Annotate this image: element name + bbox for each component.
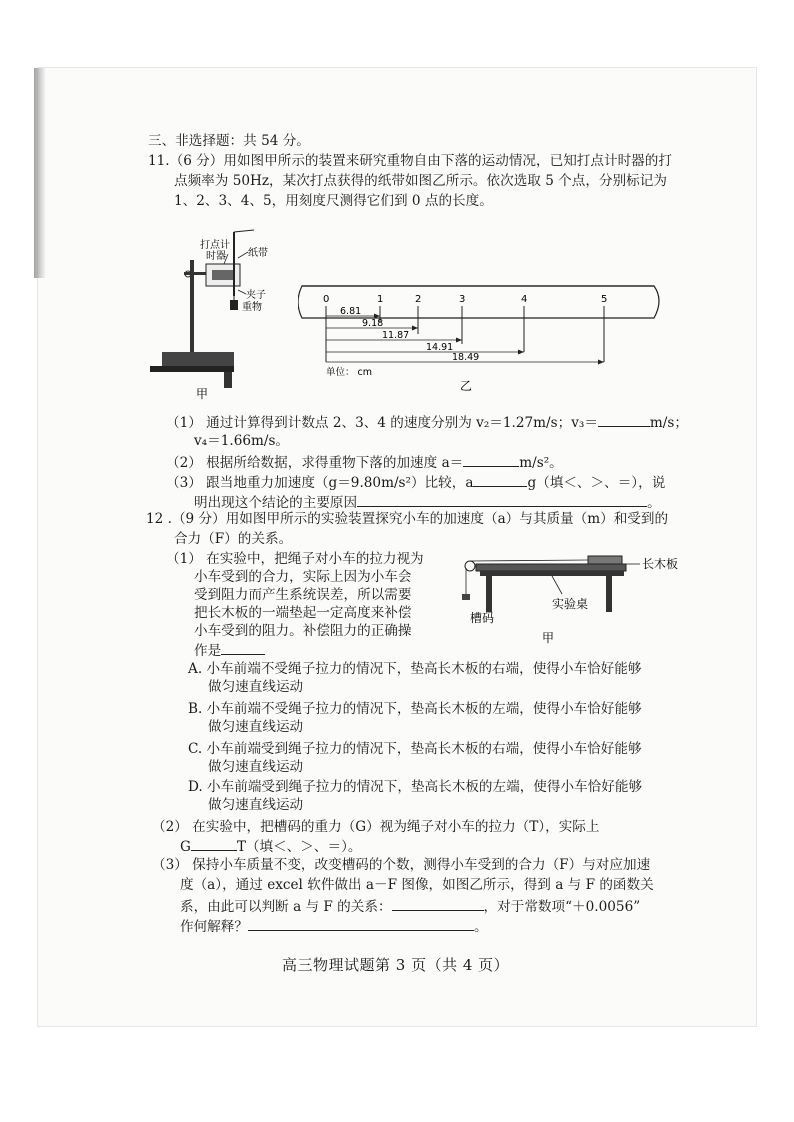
label-timer: 打点计 xyxy=(200,240,230,251)
leader-tape xyxy=(238,252,248,258)
q12-sub3-explain-label: 作何解释？ xyxy=(180,919,248,935)
stand-arm xyxy=(184,272,208,275)
arrow-4 xyxy=(518,350,524,355)
q11-sub1-line2: v₄＝1.66m/s。 xyxy=(194,433,290,449)
leader-clamp xyxy=(238,290,246,294)
q11-sub3-reason-blank[interactable] xyxy=(357,492,647,507)
scan-edge-shadow xyxy=(34,68,46,278)
q12-sub3-line2: 度（a），通过 excel 软件做出 a－F 图像，如图乙所示，得到 a 与 F 的函数关 xyxy=(180,877,654,893)
point-4: 4 xyxy=(521,294,528,305)
point-0: 0 xyxy=(323,294,330,305)
q12-sub1-line-6 xyxy=(194,640,265,660)
q12-sub3-line3 xyxy=(180,896,640,916)
desk-top xyxy=(480,571,624,576)
point-3: 3 xyxy=(459,294,466,305)
q12-sub1-line-2: 小车受到的合力，实际上因为小车会 xyxy=(194,569,412,585)
label-board: 长木板 xyxy=(642,557,679,571)
desk-leg-left xyxy=(486,576,492,612)
q12-sub1-line-4: 把长木板的一端垫起一定高度来补偿 xyxy=(194,605,412,621)
q11-sub3-reason-label: 明出现这个结论的主要原因 xyxy=(194,495,358,511)
q12-sub1-answer-label: 作是 xyxy=(194,643,222,659)
q11-sub3-end: 。 xyxy=(647,495,661,511)
arrow-2 xyxy=(412,326,418,331)
figure-jia-caption: 甲 xyxy=(196,387,209,401)
q12-sub2-answer-blank[interactable] xyxy=(191,836,237,851)
q11-sub2 xyxy=(166,452,563,472)
label-weight: 重物 xyxy=(242,302,262,313)
page-footer: 高三物理试题第 3 页（共 4 页） xyxy=(282,956,510,974)
option-c-line1[interactable]: C. 小车前端受到绳子拉力的情况下，垫高长木板的右端，使得小车恰好能够 xyxy=(188,741,642,757)
q11-line-1: 11.（6 分）用如图甲所示的装置来研究重物自由下落的运动情况，已知打点计时器的打 xyxy=(148,153,672,169)
q12-line-2: 合力（F）的关系。 xyxy=(174,531,293,547)
long-board xyxy=(476,564,626,571)
q11-sub2-answer-blank[interactable] xyxy=(463,452,519,467)
label-weights: 槽码 xyxy=(470,611,495,625)
q12-sub3-line4 xyxy=(180,916,488,936)
q11-sub1-answer-blank[interactable] xyxy=(598,412,650,427)
q11-sub2-text-b: m/s²。 xyxy=(519,455,563,471)
q12-sub3-relation-label: 系，由此可以判断 a 与 F 的关系： xyxy=(180,899,392,915)
q11-sub1-line1 xyxy=(166,412,688,432)
table-top xyxy=(150,366,234,372)
label-tape: 纸带 xyxy=(248,248,268,259)
option-b-line1[interactable]: B. 小车前端不受绳子拉力的情况下，垫高长木板的左端，使得小车恰好能够 xyxy=(188,701,642,717)
rope xyxy=(470,560,588,561)
stand-base xyxy=(162,352,234,366)
q12-sub2-line2 xyxy=(180,836,361,856)
q12-sub1-line-1: （1） 在实验中，把绳子对小车的拉力视为 xyxy=(166,551,424,567)
tape-top xyxy=(234,230,254,232)
arrow-3 xyxy=(456,338,462,343)
q12-sub3-end: 。 xyxy=(473,919,488,935)
measure-3: 11.87 xyxy=(382,330,410,341)
q11-line-3: 1、2、3、4、5，用刻度尺测得它们到 0 点的长度。 xyxy=(174,193,493,209)
option-c-line2[interactable]: 做匀速直线运动 xyxy=(208,759,304,775)
q11-sub2-text-a: （2） 根据所给数据，求得重物下落的加速度 a＝ xyxy=(166,455,464,471)
option-d-line1[interactable]: D. 小车前端受到绳子拉力的情况下，垫高长木板的左端，使得小车恰好能够 xyxy=(188,779,643,795)
q11-figure-yi xyxy=(298,282,670,394)
weight-block xyxy=(230,300,238,310)
q12-sub3-constant-text: ，对于常数项“＋0.0056” xyxy=(483,899,641,915)
q12-sub1-line-5: 小车受到的阻力。补偿阻力的正确操 xyxy=(194,623,412,639)
q12-sub3-explain-blank[interactable] xyxy=(248,916,474,931)
figure-caption: 甲 xyxy=(542,631,555,645)
option-a-line2[interactable]: 做匀速直线运动 xyxy=(208,679,304,695)
q12-sub2-g: G xyxy=(180,839,191,855)
q12-line-1: 12 .（9 分）用如图甲所示的实验装置探究小车的加速度（a）与其质量（m）和受到的 xyxy=(146,511,669,527)
leader-desk xyxy=(552,576,562,594)
q11-sub1-text-a: （1） 通过计算得到计数点 2、3、4 的速度分别为 v₂＝1.27m/s；v₃＝ xyxy=(166,415,598,431)
cart xyxy=(588,556,622,564)
q11-figure-jia xyxy=(150,220,300,410)
measure-4: 14.91 xyxy=(426,342,454,353)
q11-sub3-answer-blank[interactable] xyxy=(473,472,527,487)
q12-sub2-t: T（填＜、＞、＝）。 xyxy=(236,839,362,855)
table-leg xyxy=(224,372,232,388)
q11-sub3-text-a: （3） 跟当地重力加速度（g＝9.80m/s²）比较，a xyxy=(166,475,474,491)
q11-sub3-line1 xyxy=(166,472,665,492)
option-d-line2[interactable]: 做匀速直线运动 xyxy=(208,797,304,813)
arrow-5 xyxy=(598,360,604,365)
q12-sub1-answer-blank[interactable] xyxy=(221,640,265,655)
q11-sub1-text-b: m/s； xyxy=(649,415,688,431)
figure-yi-caption: 乙 xyxy=(460,379,473,393)
q11-line-2: 点频率为 50Hz，某次打点获得的纸带如图乙所示。依次选取 5 个点，分别标记为 xyxy=(174,173,667,189)
point-5: 5 xyxy=(601,294,608,305)
q11-sub3-text-b: g（填＜、＞、＝），说 xyxy=(527,475,666,491)
hanging-weights xyxy=(462,594,470,600)
q12-sub3-line1: （3） 保持小车质量不变，改变槽码的个数，测得小车受到的合力（F）与对应加速 xyxy=(152,857,651,873)
label-clamp: 夹子 xyxy=(246,290,266,301)
measure-2: 9.18 xyxy=(362,318,384,329)
label-timer-2: 时器 xyxy=(206,251,226,262)
desk-leg-right xyxy=(606,576,612,612)
measure-5: 18.49 xyxy=(452,352,480,363)
q12-sub2-line1: （2） 在实验中，把槽码的重力（G）视为绳子对小车的拉力（T），实际上 xyxy=(152,819,600,835)
option-a-line1[interactable]: A. 小车前端不受绳子拉力的情况下，垫高长木板的右端，使得小车恰好能够 xyxy=(188,661,642,677)
timer-inner xyxy=(212,270,234,280)
pulley xyxy=(465,561,475,571)
q11-sub3-line2 xyxy=(194,492,661,512)
measure-1: 6.81 xyxy=(340,306,362,317)
q12-sub1-line-3: 受到阻力而产生系统误差，所以需要 xyxy=(194,587,412,603)
point-2: 2 xyxy=(415,294,422,305)
label-desk: 实验桌 xyxy=(552,597,589,611)
q12-figure-jia xyxy=(456,550,692,646)
point-1: 1 xyxy=(377,294,384,305)
unit-label: 单位： cm xyxy=(326,367,372,378)
option-b-line2[interactable]: 做匀速直线运动 xyxy=(208,719,304,735)
q12-sub3-relation-blank[interactable] xyxy=(392,896,484,911)
section-header: 三、非选择题：共 54 分。 xyxy=(148,133,310,149)
